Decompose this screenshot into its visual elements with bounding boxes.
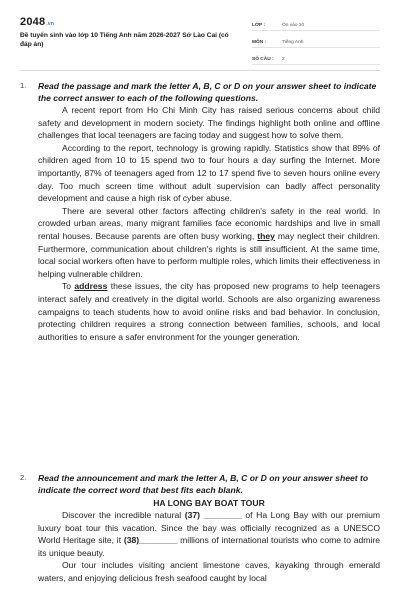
logo-text: 2048 bbox=[20, 16, 46, 28]
text-run: of Ha Long Bay with our premium luxury boat tour this vacation. Since the bay was officially recognized as a UNESCO World Heritage site, it bbox=[38, 510, 381, 546]
meta-row-count bbox=[252, 50, 380, 65]
site-logo[interactable] bbox=[20, 16, 54, 28]
announcement-passage bbox=[38, 509, 380, 585]
text-run: Discover the incredible natural bbox=[62, 510, 185, 520]
text-run: these issues, the city has proposed new programs to help teenagers interact safely and creatively in the digital world. Schools are also organizing awareness campaigns to teach students how to avoid online risks and bad behavior. In conclusion, protecting children requires a strong connection between families, schools, and local authorities to ensure a safer environment for the younger generation. bbox=[38, 281, 380, 342]
meta-row-subject bbox=[252, 33, 380, 48]
meta-row-class bbox=[252, 16, 380, 31]
passage-paragraph: Our tour includes visiting ancient limestone caves, kayaking through emerald waters, and enjoying delicious fresh seafood caught by local bbox=[38, 560, 380, 583]
meta-label: MÔN : bbox=[252, 40, 267, 45]
underlined-word: address bbox=[74, 281, 108, 292]
passage-paragraph bbox=[38, 205, 380, 281]
header-divider bbox=[20, 70, 380, 71]
question-2 bbox=[20, 472, 380, 585]
meta-value: Tiếng Anh bbox=[282, 40, 304, 45]
meta-value: 2 bbox=[282, 57, 285, 62]
document-meta bbox=[252, 16, 380, 67]
passage-paragraph bbox=[38, 509, 380, 559]
meta-value: Ôn vào 10 bbox=[282, 23, 305, 28]
text-run: To bbox=[62, 281, 75, 292]
text-run: may neglect their children. Furthermore, communication about children's rights is still insufficient. At the same time, local social workers often have to perform multiple roles, which limits their effectiveness in helping vulnerable children. bbox=[38, 230, 380, 279]
underlined-word: they bbox=[257, 230, 275, 241]
passage-paragraph bbox=[38, 280, 380, 343]
text-run: millions of international tourists who come to admire its unique beauty. bbox=[38, 535, 380, 558]
blank-37: (37) ________ bbox=[184, 510, 242, 520]
passage-paragraph: According to the report, technology is growing rapidly. Statistics show that 89% of children aged from 10 to 15 spend two to four hours a day surfing the Internet. More importantly, 87% of teenagers aged from 12 to 17 spend five to seven hours online every day. Too much screen time without adult supervision can badly affect personality development and cause a high risk of cyber abuse. bbox=[38, 142, 380, 204]
question-instruction: Read the passage and mark the letter A, B, C or D on your answer sheet to indicate the correct answer to each of the following questions. bbox=[38, 81, 377, 103]
question-number: 2. bbox=[20, 473, 27, 482]
question-instruction: Read the announcement and mark the letter A, B, C or D on your answer sheet to indicate the correct word that best fits each blank. bbox=[38, 473, 369, 495]
document-header bbox=[0, 0, 400, 64]
reading-passage bbox=[38, 104, 380, 343]
text-run: There are several other factors affecting children's safety in the real world. In crowded urban areas, many migrant families face economic hardships and live in small rental houses. Because parents are often busy working, bbox=[38, 205, 380, 241]
announcement-title: HA LONG BAY BOAT TOUR bbox=[153, 498, 265, 508]
document-title: Đề tuyển sinh vào lớp 10 Tiếng Anh năm 2026-2027 Sở Lào Cai (có đáp án) bbox=[20, 32, 229, 48]
blank-38: (38)________ bbox=[123, 535, 178, 546]
meta-label: SỐ CÂU : bbox=[252, 57, 274, 62]
meta-label: LỚP : bbox=[252, 23, 266, 28]
question-1 bbox=[20, 80, 380, 343]
passage-paragraph: A recent report from Ho Chi Minh City has raised serious concerns about child safety and development in modern society. The findings highlight both online and offline challenges that local teenagers are facing today and suggest how to solve them. bbox=[38, 105, 380, 141]
logo-suffix: .vn bbox=[46, 21, 55, 27]
question-number: 1. bbox=[20, 81, 27, 90]
